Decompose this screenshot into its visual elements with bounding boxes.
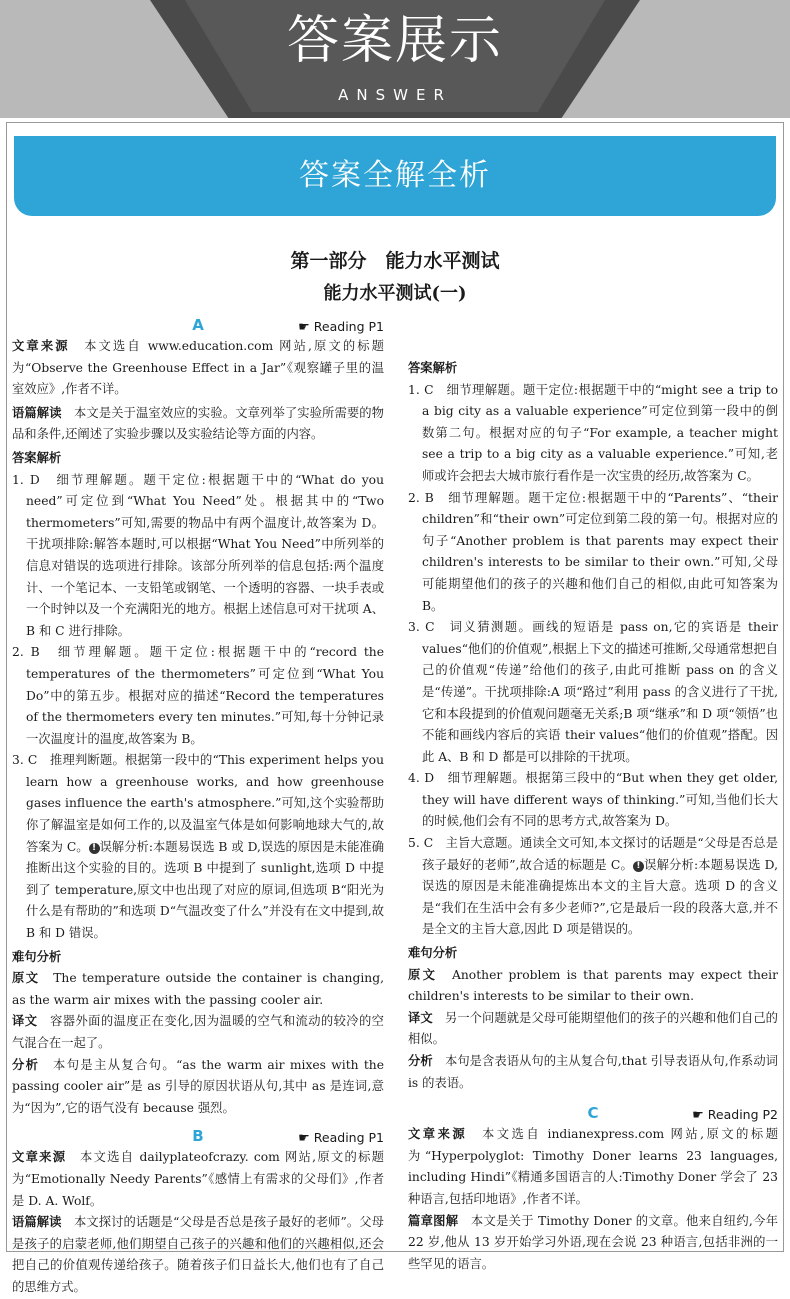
section-letter: A xyxy=(192,316,204,334)
answer-item: 2. B 细节理解题。题干定位:根据题干中的“Parents”、“their children”和“their own”可定位到第二段的第一句。根据对应的句子“Another problem is that parents may expect their children's interests to be similar to their own.”可知,父母可能期望他们的孩子的兴趣和他们自己的相似,由此可知答案为 B。 xyxy=(408,490,778,613)
section-header-c xyxy=(408,1102,778,1124)
reading-tag: ☛ Reading P2 xyxy=(692,1107,778,1124)
summary-paragraph: 语篇解读 本文是关于温室效应的实验。文章列举了实验所需要的物品和条件,还阐述了实验步骤以及实验结论等方面的内容。 xyxy=(12,405,384,442)
test-title: 能力水平测试(一) xyxy=(323,283,467,304)
pointing-hand-icon: ☛ xyxy=(692,1108,704,1124)
sentence-analysis: 分析 本句是含表语从句的主从复合句,that 引导表语从句,作系动词 is 的表语。 xyxy=(408,1054,778,1090)
translation: 译文 容器外面的温度正在变化,因为温暖的空气和流动的较冷的空气混合在一起了。 xyxy=(12,1014,384,1050)
reading-tag: ☛ Reading P1 xyxy=(298,1130,384,1147)
section-letter: C xyxy=(587,1104,599,1123)
header-subtitle: ANSWER xyxy=(338,86,452,104)
warning-icon: ! xyxy=(89,843,100,854)
section-header-b xyxy=(12,1125,384,1147)
answer-item: 3. C 词义猜测题。画线的短语是 pass on,它的宾语是 their values“他们的价值观”,根据上下文的描述可推断,父母通常想把自己的价值观“传递”给他们的孩子,由此可推断 pass on 的含义是“传递”。干扰项排除:A 项“路过”利用 pass 的含义进行了干扰,它和本段提到的价值观问题毫无关系;B 项“继承”和 D 项“领悟”也不能和画线内容后的宾语 their values“他们的价值观”搭配。因此 A、B 和 D 都是可以排除的干扰项。 xyxy=(408,620,778,764)
summary-paragraph: 语篇解读 本文探讨的话题是“父母是否总是孩子最好的老师”。父母是孩子的启蒙老师,他们期望自己孩子的兴趣和他们的兴趣相似,还会把自己的价值观传递给孩子。随着孩子们日益长大,他们也有了自己的思维方式。 xyxy=(12,1215,384,1294)
answer-item: 5. C 主旨大意题。通读全文可知,本文探讨的话题是“父母是否总是孩子最好的老师”,故合适的标题是 C。 ! 误解分析:本题易误选 D,误选的原因是未能准确提炼出本文的主旨大意。选项 D 的含义是“我们在生活中会有多少老师?”,它是最后一段的段落大意,并不是全文的主旨大意,因此 D 项是错误的。 xyxy=(408,836,778,937)
answer-item: 2. B 细节理解题。题干定位:根据题干中的“record the temperatures of the thermometers”可定位到“What You Do”中的第五步。根据对应的描述“Record the temperatures of the thermometers every ten minutes.”可知,每十分钟记录一次温度计的温度,故答案为 B。 xyxy=(12,645,384,746)
reading-tag: ☛ Reading P1 xyxy=(298,319,384,335)
left-column xyxy=(12,314,384,1294)
source-paragraph: 文章来源 本文选自 dailyplateofcrazy. com 网站,原文的标题为“Emotionally Needy Parents”《感情上有需求的父母们》,作者是 D. A. Wolf。 xyxy=(12,1150,384,1208)
original-sentence: 原文 The temperature outside the container is changing, as the warm air mixes with the passing cooler air. xyxy=(12,971,384,1007)
summary-paragraph: 篇章图解 本文是关于 Timothy Doner 的文章。他来自纽约,今年 22 岁,他从 13 岁开始学习外语,现在会说 23 种语言,包括非洲的一些罕见的语言。 xyxy=(408,1213,778,1271)
section-letter: B xyxy=(192,1127,204,1146)
analysis-heading: 答案解析 xyxy=(408,361,458,375)
answer-item: 1. C 细节理解题。题干定位:根据题干中的“might see a trip to a big city as a valuable experience”可定位到第一段中的倒数第二句。根据对应的句子“For example, a teacher might see a trip to a big city as a valuable experience.”可知,老师或许会把去大城市旅行看作是一次宝贵的经历,故答案为 C。 xyxy=(408,382,778,483)
hard-sentence-heading: 难句分析 xyxy=(12,949,62,964)
answer-item: 3. C 推理判断题。根据第一段中的“This experiment helps you learn how a greenhouse works, and how greenhouse gases influence the earth's atmosphere.”可知,这个实验帮助你了解温室是如何工作的,以及温室气体是如何影响地球大气的,故答案为 C。 ! 误解分析:本题易误选 B 或 D,误选的原因是未能准确推断出这个实验的目的。选项 B 中提到了 sunlight,选项 D 中提到了 temperature,原文中也出现了对应的原词,但选项 B“阳光为什么是有帮助的”和选项 D“气温改变了什么”并没有在文中提到,故 B 和 D 错误。 xyxy=(12,753,384,941)
right-column xyxy=(408,314,778,1275)
sentence-analysis: 分析 本句是主从复合句。“as the warm air mixes with the passing cooler air”是 as 引导的原因状语从句,其中 as 是连词,意为“因为”,它的语气没有 because 强烈。 xyxy=(12,1057,384,1115)
answer-item: 1. D 细节理解题。题干定位:根据题干中的“What do you need”可定位到“What You Need”处。根据其中的“Two thermometers”可知,需要的物品中有两个温度计,故答案为 D。干扰项排除:解答本题时,可以根据“What You Need”中所列举的信息对错误的选项进行排除。该部分所列举的信息包括:两个温度计、一个笔记本、一支铅笔或钢笔、一个透明的容器、一块手表或一个时钟以及一个充满阳光的地方。根据上述信息可对干扰项 A、B 和 C 进行排除。 xyxy=(12,472,384,638)
pointing-hand-icon: ☛ xyxy=(298,320,310,335)
source-paragraph: 文章来源 本文选自 indianexpress.com 网站,原文的标题为“Hyperpolyglot: Timothy Doner learns 23 languages, including Hindi”《精通多国语言的人:Timothy Doner 学会了 23 种语言,包括印地语》,作者不详。 xyxy=(408,1127,778,1206)
translation: 译文 另一个问题就是父母可能期望他们的孩子的兴趣和他们自己的相似。 xyxy=(408,1010,778,1047)
pointing-hand-icon: ☛ xyxy=(298,1131,310,1147)
warning-icon: ! xyxy=(633,861,644,872)
hard-sentence-heading: 难句分析 xyxy=(408,946,458,961)
analysis-heading: 答案解析 xyxy=(12,450,62,465)
original-sentence: 原文 Another problem is that parents may expect their children's interests to be similar to their own. xyxy=(408,967,778,1004)
answer-item: 4. D 细节理解题。根据第三段中的“But when they get older, they will have different ways of thinking.”可知,当他们长大的时候,他们会有不同的思考方式,故答案为 D。 xyxy=(408,771,778,829)
source-paragraph: 文章来源 本文选自 www.education.com 网站,原文的标题为“Observe the Greenhouse Effect in a Jar”《观察罐子里的温室效应》,作者不详。 xyxy=(12,339,384,397)
header-title: 答案展示 xyxy=(286,11,503,71)
answer-banner: 答案全解全析 xyxy=(14,136,776,216)
part-title: 第一部分 能力水平测试 xyxy=(290,250,500,272)
section-header-a xyxy=(12,314,384,336)
